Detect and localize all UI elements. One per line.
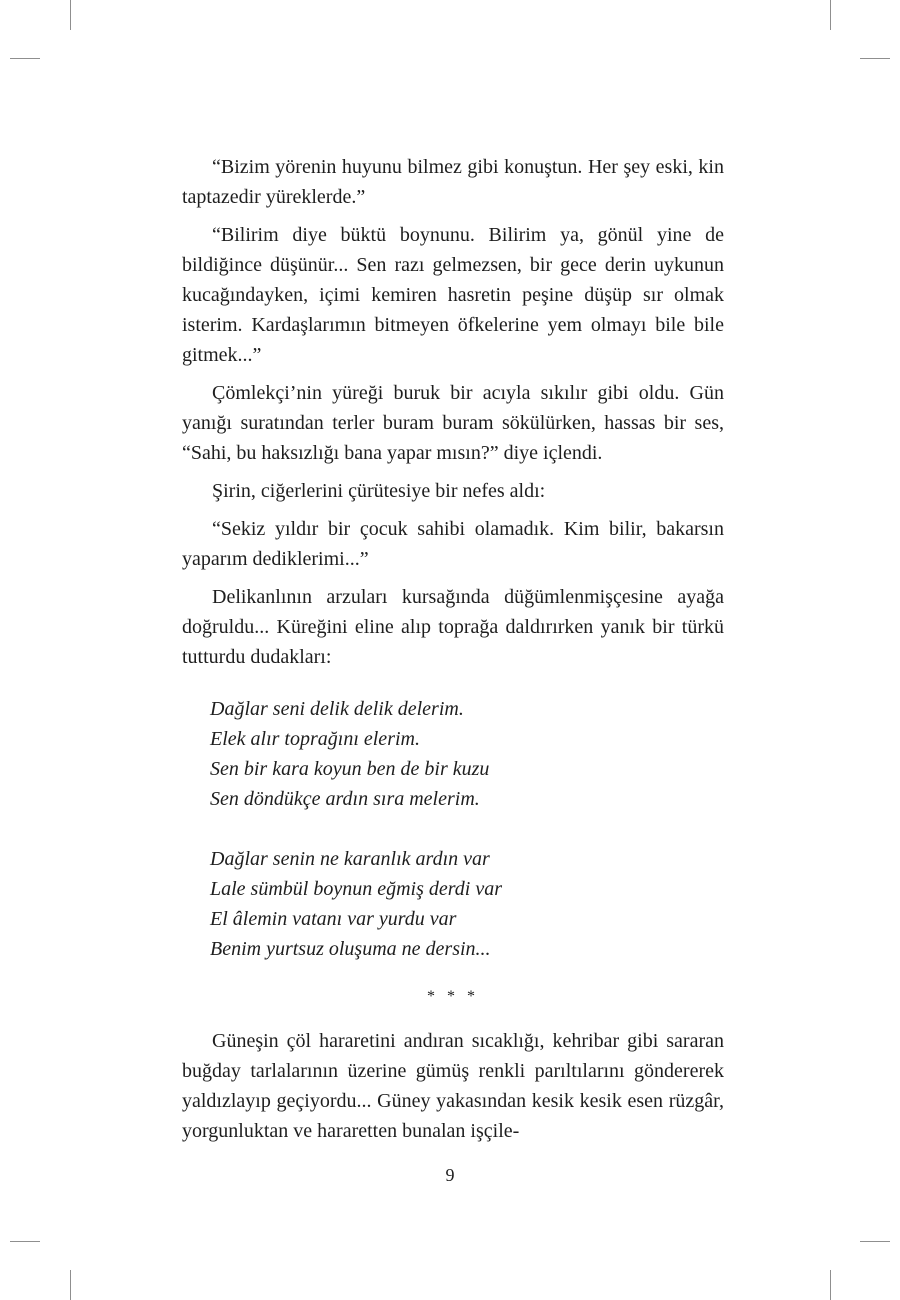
poem-line: Elek alır toprağını elerim. xyxy=(210,728,420,750)
page-body xyxy=(182,152,724,1154)
poem-line: Dağlar senin ne karanlık ardın var xyxy=(210,848,490,870)
poem-line: Dağlar seni delik delik delerim. xyxy=(210,698,464,720)
paragraph: “Bilirim diye büktü boynunu. Bilirim ya, gönül yine de bildiğince düşünür... Sen razı gelmezsen, bir gece derin uykunun kucağındayken, içimi kemiren hasretin peşine düşüp sır olmak isterim. Kardaşlarımın bitmeyen öfkelerine yem olmayı bile bile gitmek...” xyxy=(182,224,724,366)
poem-line: Benim yurtsuz oluşuma ne dersin... xyxy=(210,938,491,960)
paragraph: Çömlekçi’nin yüreği buruk bir acıyla sıkılır gibi oldu. Gün yanığı suratından terler buram buram sökülürken, hassas bir ses, “Sahi, bu haksızlığı bana yapar mısın?” diye içlendi. xyxy=(182,382,724,464)
page-number: 9 xyxy=(445,1165,455,1185)
paragraph: Şirin, ciğerlerini çürütesiye bir nefes aldı: xyxy=(212,480,546,502)
paragraph: “Sekiz yıldır bir çocuk sahibi olamadık. Kim bilir, bakarsın yaparım dediklerimi...” xyxy=(182,518,724,570)
poem-stanza-1 xyxy=(210,694,724,814)
poem-line: El âlemin vatanı var yurdu var xyxy=(210,908,457,930)
section-separator: * * * xyxy=(427,988,479,1005)
paragraph: Güneşin çöl hararetini andıran sıcaklığı, kehribar gibi sararan buğday tarlalarının üzerine gümüş renkli parıltılarını göndererek yaldızlayıp geçiyordu... Güney yakasından kesik kesik esen rüzgâr, yorgunluktan ve hararetten bunalan işçile- xyxy=(182,1030,724,1142)
crop-mark-bottom-right xyxy=(830,1270,831,1300)
paragraph: Delikanlının arzuları kursağında düğümlenmişçesine ayağa doğruldu... Küreğini eline alıp toprağa daldırırken yanık bir türkü tutturdu dudakları: xyxy=(182,586,724,668)
crop-mark-bottom-right-h xyxy=(860,1241,890,1242)
poem-stanza-2 xyxy=(210,844,724,964)
crop-mark-top-left xyxy=(70,0,71,30)
crop-mark-top-left-h xyxy=(10,58,40,59)
poem xyxy=(182,694,724,964)
poem-line: Sen döndükçe ardın sıra melerim. xyxy=(210,788,480,810)
poem-line: Lale sümbül boynun eğmiş derdi var xyxy=(210,878,503,900)
poem-line: Sen bir kara koyun ben de bir kuzu xyxy=(210,758,490,780)
crop-mark-top-right xyxy=(830,0,831,30)
crop-mark-bottom-left xyxy=(70,1270,71,1300)
crop-mark-bottom-left-h xyxy=(10,1241,40,1242)
paragraph: “Bizim yörenin huyunu bilmez gibi konuştun. Her şey eski, kin taptazedir yüreklerde.” xyxy=(182,156,724,208)
crop-mark-top-right-h xyxy=(860,58,890,59)
